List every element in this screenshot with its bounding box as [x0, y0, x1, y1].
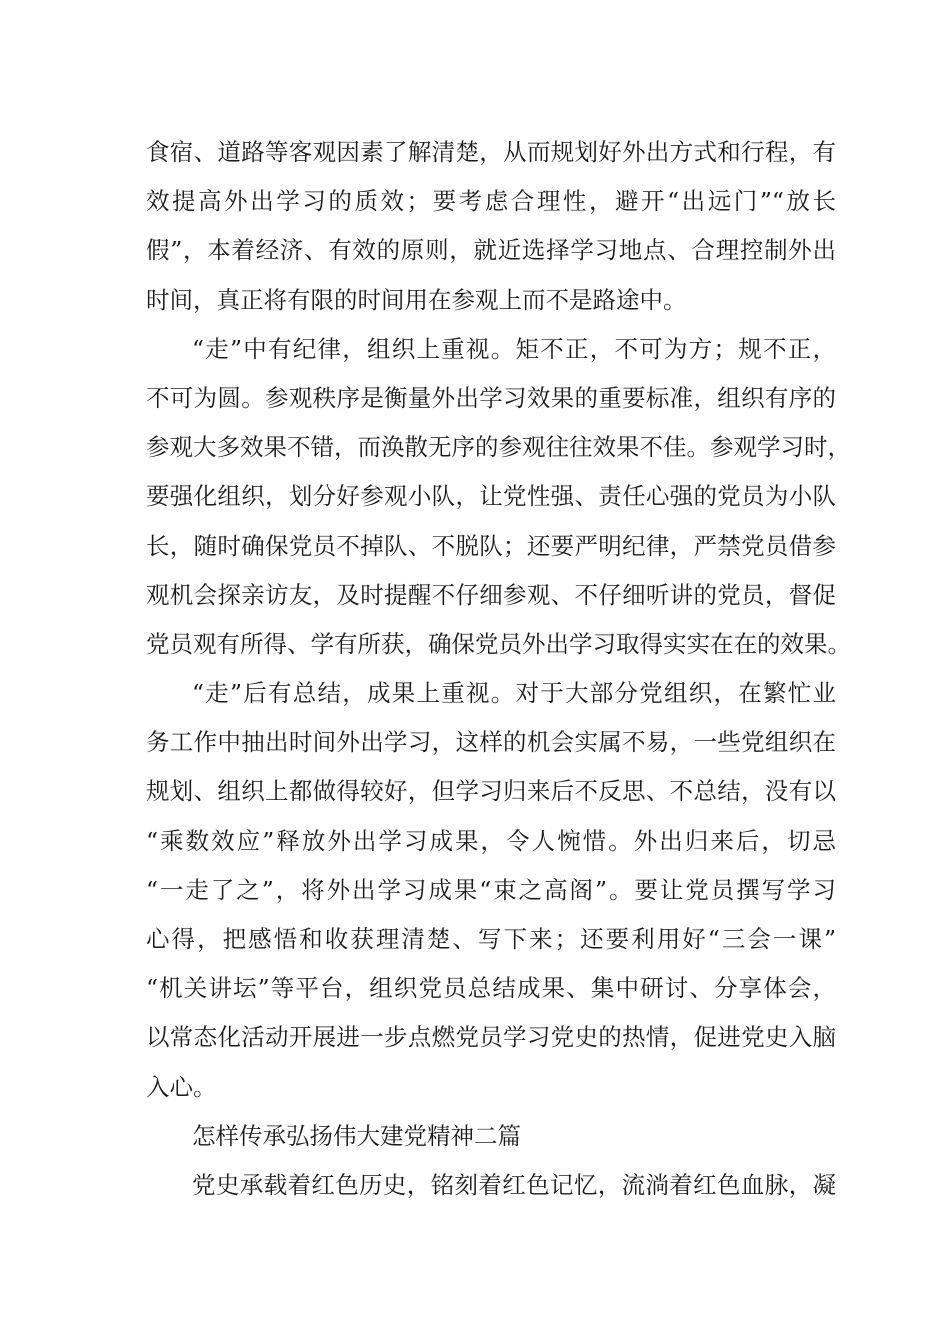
text-line: 以常态化活动开展进一步点燃党员学习党史的热情，促进党史入脑 [146, 1023, 836, 1052]
paragraph-first-line: “走”后有总结，成果上重视。对于大部分党组织，在繁忙业 [192, 679, 836, 708]
text-line: 党员观有所得、学有所获，确保党员外出学习取得实实在在的效果。 [146, 629, 851, 658]
text-line: 入心。 [146, 1072, 217, 1101]
text-line: 效提高外出学习的质效；要考虑合理性，避开“出远门”“放长 [146, 187, 836, 216]
text-line: 假”，本着经济、有效的原则，就近选择学习地点、合理控制外出 [146, 236, 836, 265]
text-line: 务工作中抽出时间外出学习，这样的机会实属不易，一些党组织在 [146, 728, 836, 757]
paragraph-first-line: 党史承载着红色历史，铭刻着红色记忆，流淌着红色血脉，凝 [192, 1170, 836, 1199]
text-line: 时间，真正将有限的时间用在参观上而不是路途中。 [146, 285, 687, 314]
paragraph-first-line: “走”中有纪律，组织上重视。矩不正，不可为方；规不正， [192, 334, 836, 363]
text-line: 规划、组织上都做得较好，但学习归来后不反思、不总结，没有以 [146, 777, 836, 806]
document-body [146, 128, 851, 1210]
text-line: “一走了之”，将外出学习成果“束之高阁”。要让党员撰写学习 [146, 875, 836, 904]
text-line: “乘数效应”释放外出学习成果，令人惋惜。外出归来后，切忌 [146, 826, 836, 855]
text-line: 长，随时确保党员不掉队、不脱队；还要严明纪律，严禁党员借参 [146, 531, 836, 560]
text-line: 食宿、道路等客观因素了解清楚，从而规划好外出方式和行程，有 [146, 138, 836, 166]
text-line: 心得，把感悟和收获理清楚、写下来；还要利用好“三会一课” [146, 925, 836, 953]
text-line: 观机会探亲访友，及时提醒不仔细参观、不仔细听讲的党员，督促 [146, 580, 836, 609]
text-line: 不可为圆。参观秩序是衡量外出学习效果的重要标准，组织有序的 [146, 383, 836, 412]
text-line: 参观大多效果不错，而涣散无序的参观往往效果不佳。参观学习时， [146, 433, 851, 462]
text-line: “机关讲坛”等平台，组织党员总结成果、集中研讨、分享体会， [146, 974, 836, 1003]
section-heading: 怎样传承弘扬伟大建党精神二篇 [192, 1121, 521, 1150]
text-line: 要强化组织，划分好参观小队，让党性强、责任心强的党员为小队 [146, 482, 836, 511]
